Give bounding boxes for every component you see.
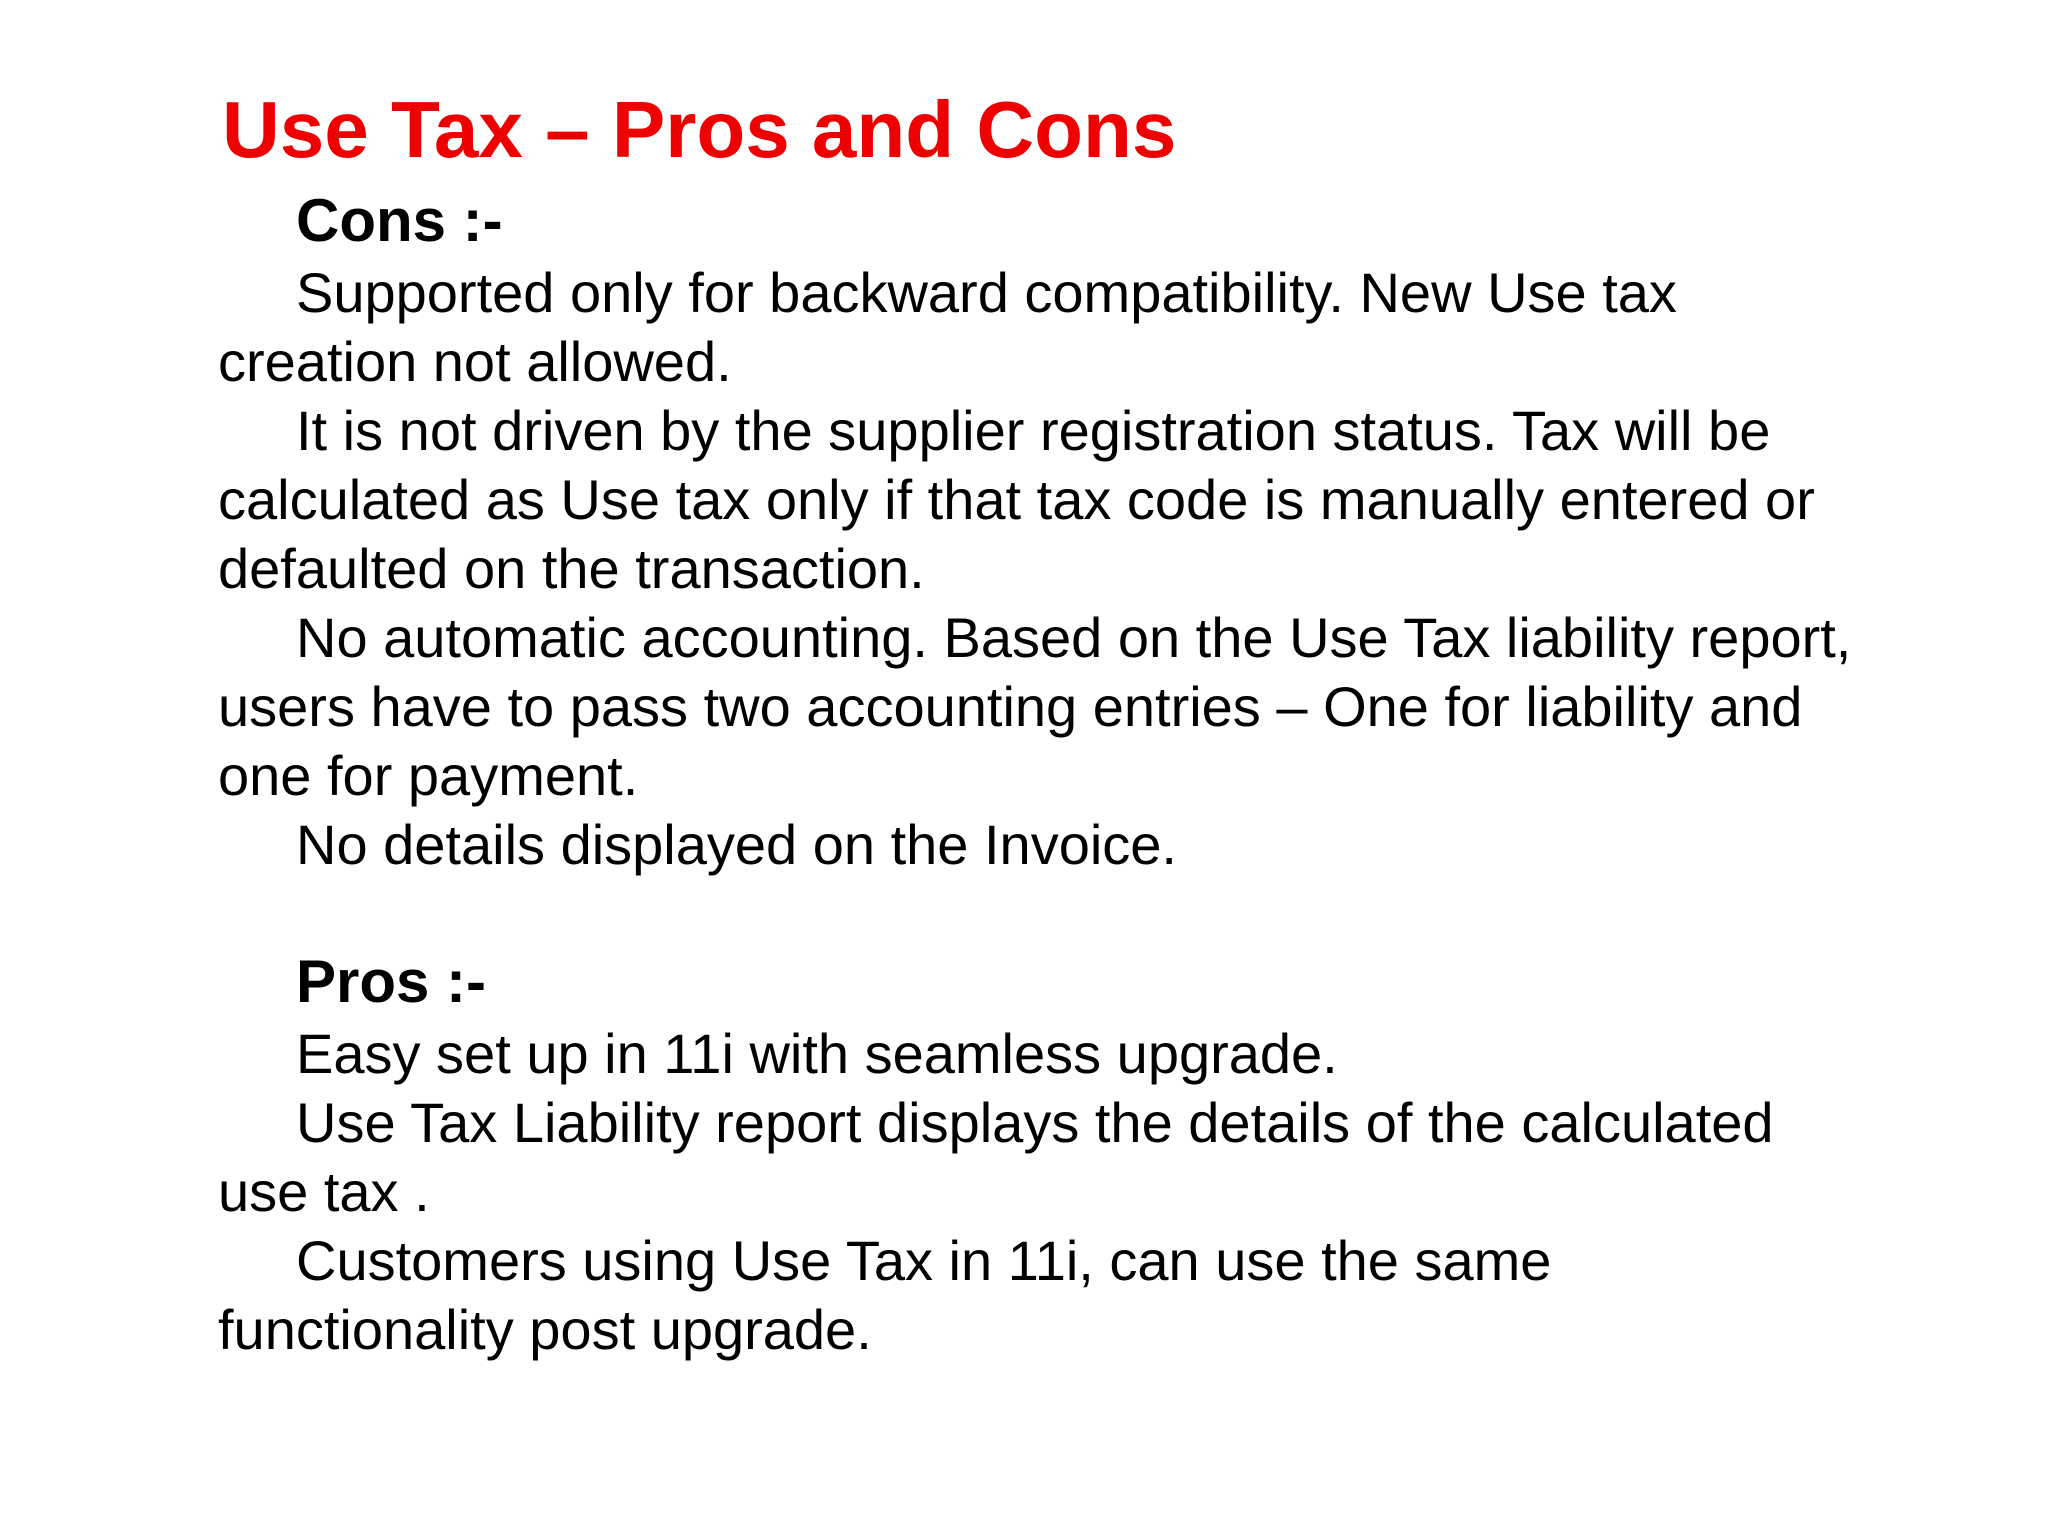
pros-item-1: Easy set up in 11i with seamless upgrade.: [296, 1022, 1338, 1085]
section-spacer: [218, 879, 1858, 945]
cons-item-1: Supported only for backward compatibility. New Use tax creation not allowed.: [218, 261, 1677, 393]
pros-item-3: Customers using Use Tax in 11i, can use the same functionality post upgrade.: [218, 1229, 1552, 1361]
slide-content: [218, 184, 1858, 1364]
cons-item-3: No automatic accounting. Based on the Use Tax liability report, users have to pass two accounting entries – One for liability and one for payment.: [218, 606, 1852, 807]
cons-heading: Cons :-: [296, 187, 503, 254]
cons-item-2: It is not driven by the supplier registration status. Tax will be calculated as Use tax only if that tax code is manually entered or defaulted on the transaction.: [218, 399, 1815, 600]
cons-item-4: No details displayed on the Invoice.: [296, 813, 1177, 876]
slide-title: Use Tax – Pros and Cons: [222, 85, 1177, 174]
pros-heading: Pros :-: [296, 948, 487, 1015]
pros-item-2: Use Tax Liability report displays the details of the calculated use tax .: [218, 1091, 1774, 1223]
